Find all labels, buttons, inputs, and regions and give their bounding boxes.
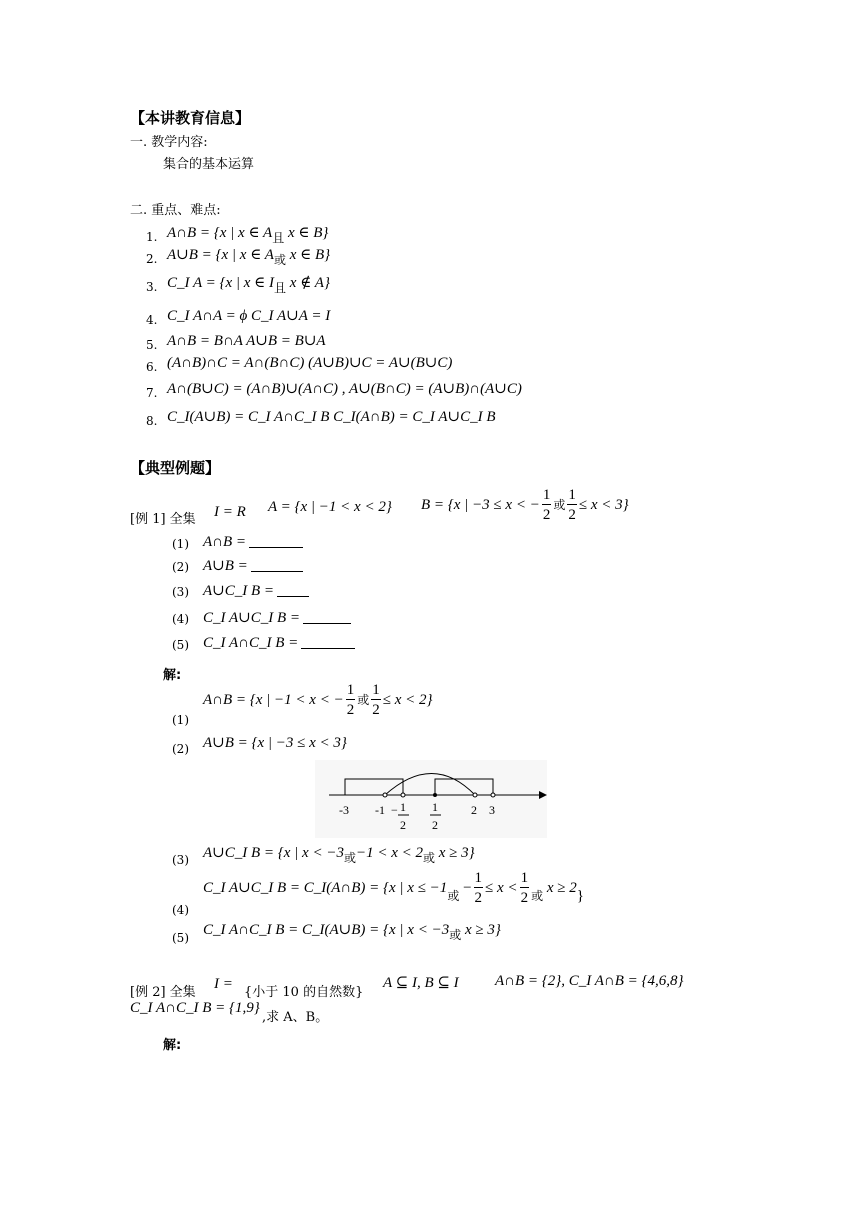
label-minus-half-sign: − xyxy=(391,803,398,817)
formula-number: 5. xyxy=(146,338,158,352)
point-half xyxy=(433,793,437,797)
formula-number: 6. xyxy=(146,360,158,374)
example2-universe: I = xyxy=(214,976,233,992)
answer3-expression: A∪C_I B = {x | $x < -3_或-1 < x < 2_或$ x ≥ 3} xyxy=(203,845,475,865)
example1-set-b: B = {x | −3 ≤ x < − $\frac{1}{2}$ 或 $\frac{1}{2}$ ≤ x < 3} xyxy=(421,487,629,523)
label-two: 2 xyxy=(471,803,477,817)
teaching-content-label: 一. 教学内容: xyxy=(130,135,208,150)
formula-expression: C_I A = {x | x ∈ $I_且$ x ∉ A} xyxy=(167,275,330,295)
example1-solution-label: 解: xyxy=(163,668,182,683)
example2-condition-intersections: A∩B = {2}, C_I A∩B = {4,6,8} xyxy=(495,973,684,989)
question-number: (3) xyxy=(172,585,189,599)
question-expression: A∩B = xyxy=(203,533,303,551)
formula-expression: A∪B = {x | x ∈ $A_或$ x ∈ B} xyxy=(167,247,331,267)
formula-expression: A∩B = {x | x ∈ $A_且$ x ∈ B} xyxy=(167,225,329,245)
formula-expression: A∩(B∪C) = (A∩B)∪(A∩C) , A∪(B∩C) = (A∪B)∩(A∪C) xyxy=(167,381,522,397)
question-expression: A∪C_I B = xyxy=(203,581,309,600)
question-expression: C_I A∪C_I B = xyxy=(203,608,351,627)
formula-expression: (A∩B)∩C = A∩(B∩C) (A∪B)∪C = A∪(B∪C) xyxy=(167,355,453,371)
example1-set-a: A = {x | −1 < x < 2} xyxy=(268,499,392,515)
example2-condition-complements: C_I A∩C_I B = {1,9} xyxy=(130,1000,260,1016)
formula-number: 4. xyxy=(146,313,158,327)
example1-universe: I = R xyxy=(214,504,246,520)
number-line-diagram xyxy=(315,760,547,838)
answer5-expression: C_I A∩C_I B = C_I(A∪B) = {x | $x < -3_或$ x ≥ 3} xyxy=(203,922,501,942)
label-minus-half-den: 2 xyxy=(400,818,406,832)
section-title-info: 【本讲教育信息】 xyxy=(130,109,251,127)
question-number: (4) xyxy=(172,612,189,626)
question-number: (5) xyxy=(172,638,189,652)
formula-number: 1. xyxy=(146,230,158,244)
example2-label: [例 2] 全集 xyxy=(130,985,196,1000)
answer-blank[interactable] xyxy=(277,582,309,597)
formula-connector: 且 xyxy=(274,281,287,295)
formula-expression: A∩B = B∩A A∪B = B∪A xyxy=(167,333,326,349)
example1-label: [例 1] 全集 xyxy=(130,512,196,527)
point-minus-half xyxy=(401,793,405,797)
label-three: 3 xyxy=(489,803,495,817)
label-minus-half-num: 1 xyxy=(400,800,406,814)
answer4-expression: C_I A∪C_I B = C_I(A∩B) = {x | $x \le -1_或$ − $\frac{1}{2}$ ≤ x < $\frac{1}{2}$ $_或$ x ≥ 2} xyxy=(203,870,584,906)
label-half-num: 1 xyxy=(432,800,438,814)
example2-solution-label: 解: xyxy=(163,1038,182,1053)
answer3-number: (3) xyxy=(172,853,189,867)
question-expression: A∪B = xyxy=(203,556,303,575)
answer-blank[interactable] xyxy=(303,609,351,624)
formula-number: 2. xyxy=(146,252,158,266)
example2-condition-subsets: A ⊆ I, B ⊆ I xyxy=(383,975,459,991)
point-three xyxy=(491,793,495,797)
formula-connector: 且 xyxy=(272,231,285,245)
label-minus-three: -3 xyxy=(339,803,349,817)
formula-connector: 或 xyxy=(273,253,286,267)
point-minus-one xyxy=(383,793,387,797)
key-points-label: 二. 重点、难点: xyxy=(130,203,221,218)
answer2-expression: A∪B = {x | −3 ≤ x < 3} xyxy=(203,735,347,751)
question-expression: C_I A∩C_I B = xyxy=(203,634,355,652)
answer-blank[interactable] xyxy=(301,634,355,649)
teaching-content-text: 集合的基本运算 xyxy=(163,157,255,172)
example2-question: ,求 A、B。 xyxy=(262,1010,329,1025)
point-two xyxy=(473,793,477,797)
formula-number: 3. xyxy=(146,280,158,294)
label-half-den: 2 xyxy=(432,818,438,832)
formula-expression: C_I(A∪B) = C_I A∩C_I B C_I(A∩B) = C_I A∪C_I B xyxy=(167,409,496,425)
answer5-number: (5) xyxy=(172,931,189,945)
section-title-examples: 【典型例题】 xyxy=(130,459,221,477)
answer2-number: (2) xyxy=(172,742,189,756)
formula-number: 7. xyxy=(146,386,158,400)
answer1-number: (1) xyxy=(172,713,189,727)
answer-blank[interactable] xyxy=(249,533,303,548)
formula-number: 8. xyxy=(146,414,158,428)
answer1-expression: A∩B = {x | −1 < x < − $\frac{1}{2}$ 或 $\frac{1}{2}$ ≤ x < 2} xyxy=(203,682,433,718)
answer4-number: (4) xyxy=(172,903,189,917)
answer-blank[interactable] xyxy=(251,557,303,572)
diagram-background xyxy=(315,760,547,838)
formula-expression: C_I A∩A = ϕ C_I A∪A = I xyxy=(167,308,331,324)
label-minus-one: -1 xyxy=(375,803,385,817)
question-number: (1) xyxy=(172,537,189,551)
question-number: (2) xyxy=(172,560,189,574)
example2-universe-desc: {小于 10 的自然数} xyxy=(244,985,364,1000)
